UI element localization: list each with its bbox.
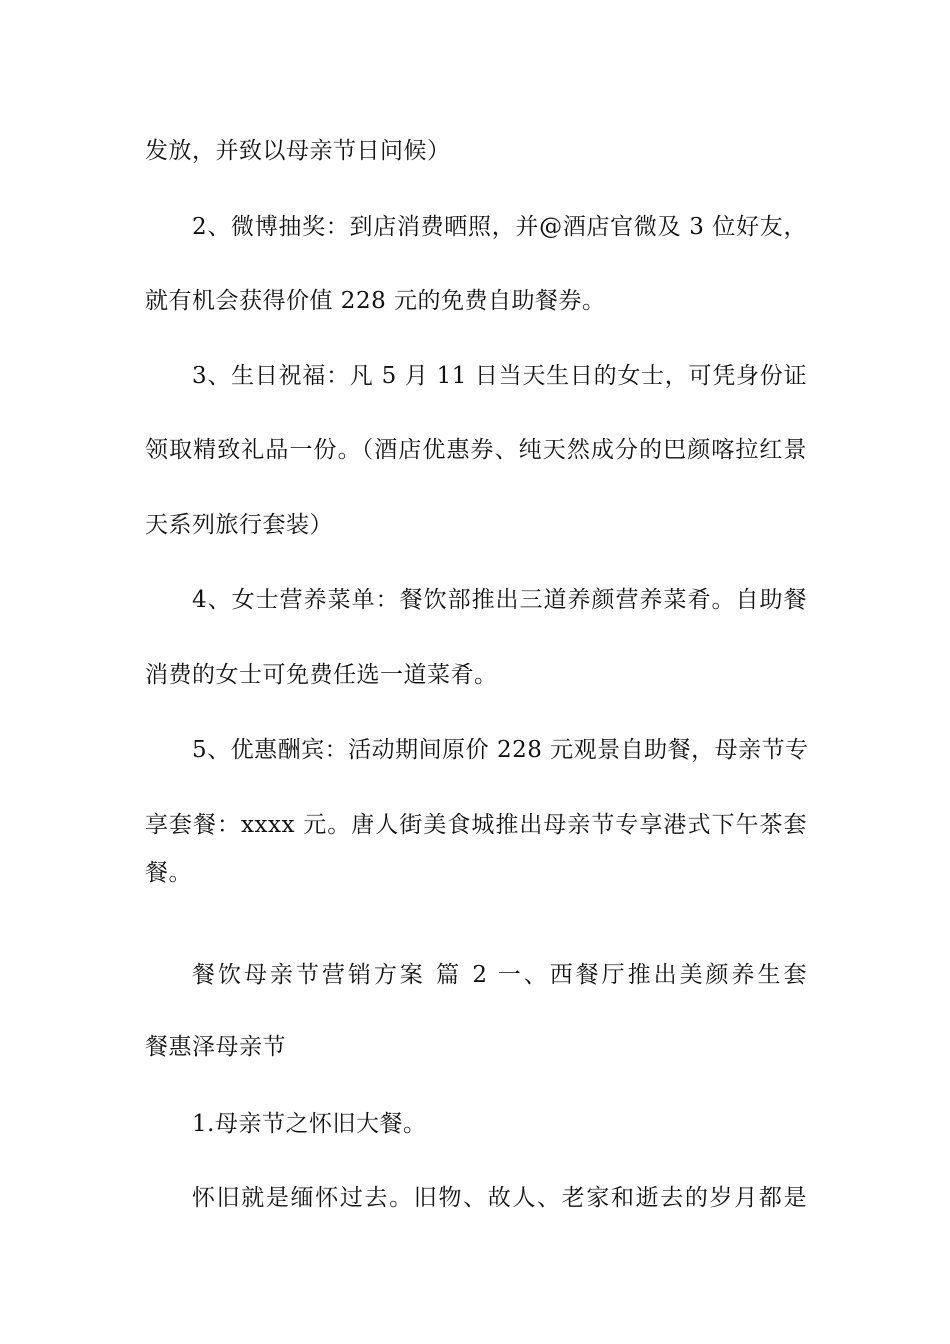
paragraph-line: 4、女士营养菜单：餐饮部推出三道养颜营养菜肴。自助餐 <box>192 587 807 613</box>
paragraph-line: 享套餐：xxxx 元。唐人街美食城推出母亲节专享港式下午茶套 <box>145 812 807 838</box>
paragraph-line: 餐。 <box>145 860 192 886</box>
paragraph-line: 发放，并致以母亲节日问候） <box>145 138 451 164</box>
paragraph-line: 3、生日祝福：凡 5 月 11 日当天生日的女士，可凭身份证 <box>192 363 807 389</box>
paragraph-line: 怀旧就是缅怀过去。旧物、故人、老家和逝去的岁月都是 <box>192 1185 807 1211</box>
paragraph-line: 消费的女士可免费任选一道菜肴。 <box>145 662 498 688</box>
paragraph-line: 领取精致礼品一份。（酒店优惠券、纯天然成分的巴颜喀拉红景 <box>145 437 807 463</box>
paragraph-line: 就有机会获得价值 228 元的免费自助餐券。 <box>145 288 606 314</box>
paragraph-line: 5、优惠酬宾：活动期间原价 228 元观景自助餐，母亲节专 <box>192 737 809 763</box>
paragraph-line: 餐惠泽母亲节 <box>145 1034 286 1060</box>
section-heading-line: 餐饮母亲节营销方案 篇 2 一、西餐厅推出美颜养生套 <box>192 962 807 988</box>
paragraph-line: 天系列旅行套装） <box>145 512 333 538</box>
paragraph-line: 2、微博抽奖：到店消费晒照，并@酒店官微及 3 位好友， <box>192 214 807 240</box>
subheading-line: 1.母亲节之怀旧大餐。 <box>192 1111 427 1137</box>
